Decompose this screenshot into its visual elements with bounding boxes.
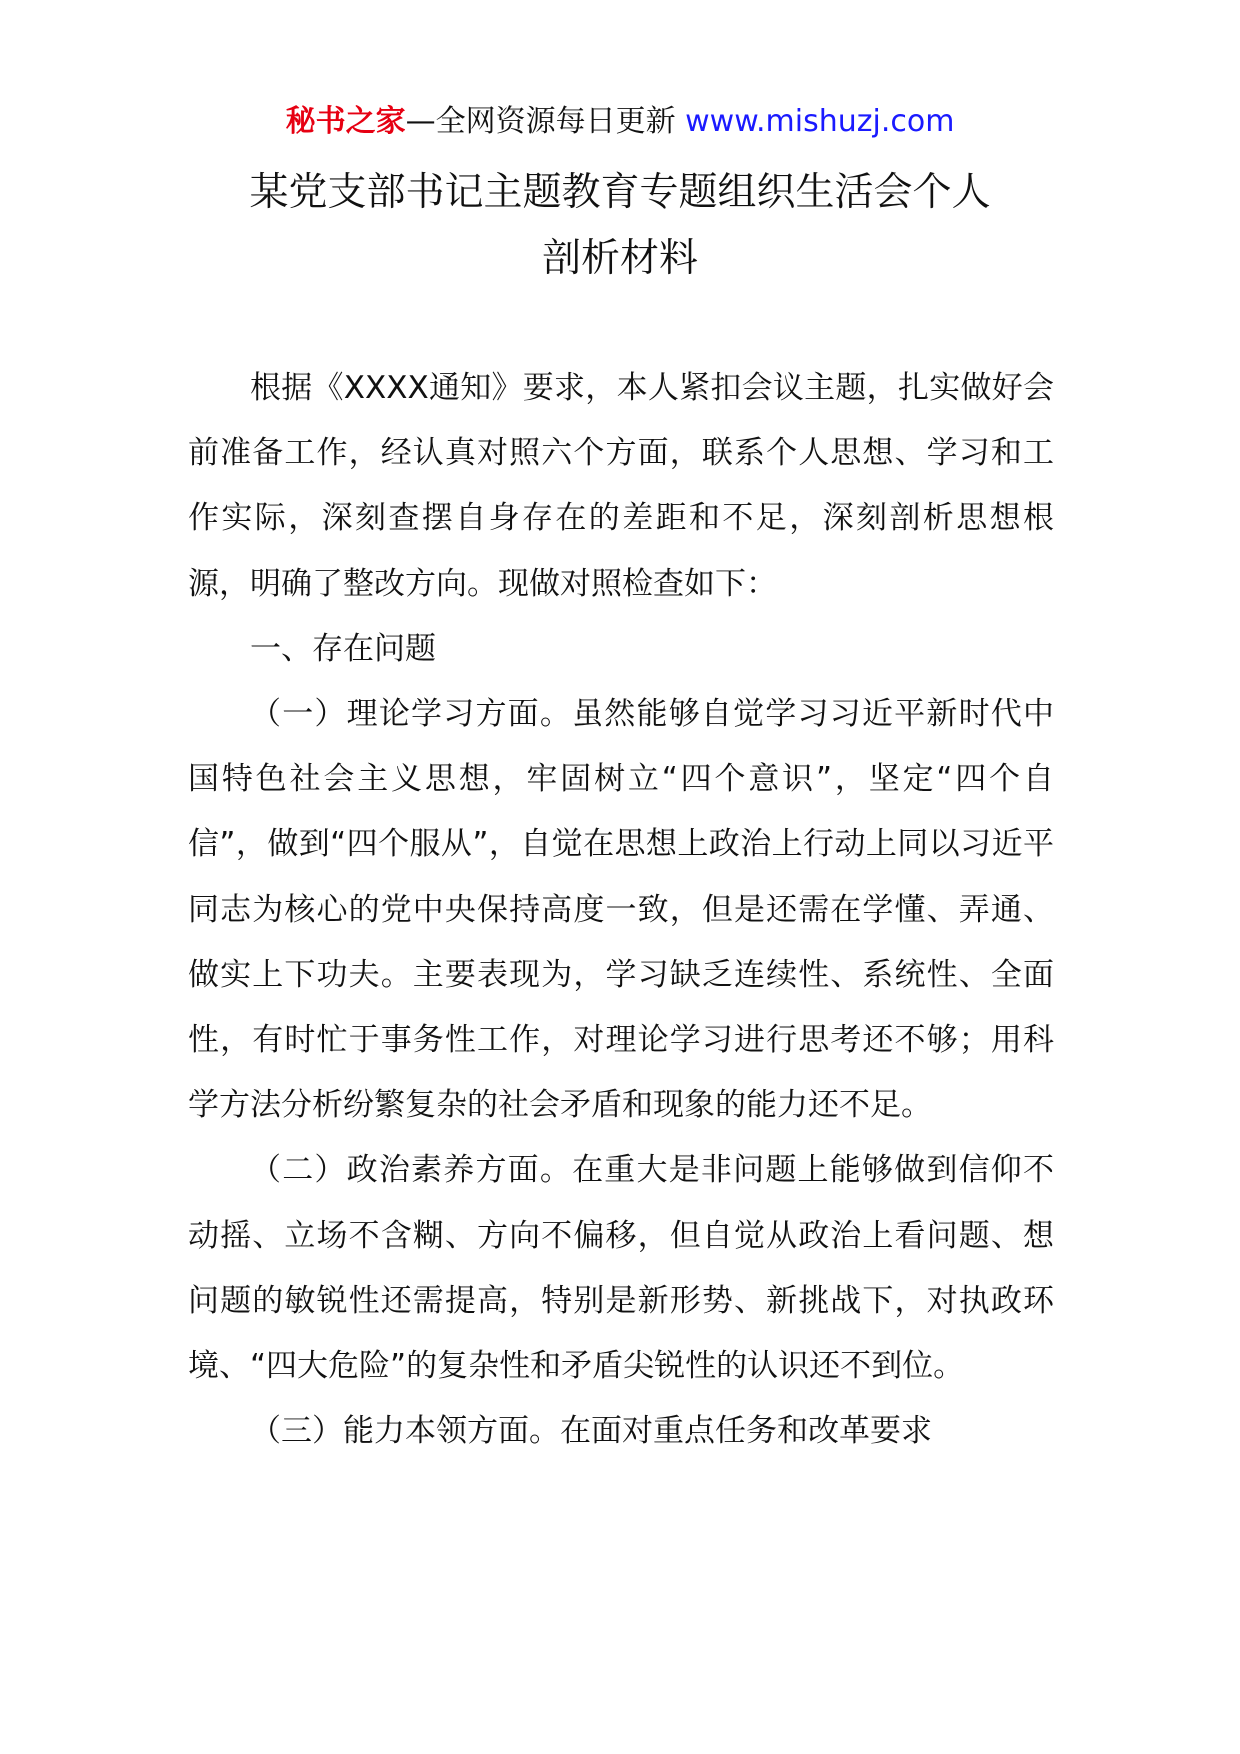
site-header	[0, 100, 1240, 144]
section-heading: 一、存在问题	[250, 630, 436, 667]
paragraph-ability: （三）能力本领方面。在面对重点任务和改革要求	[250, 1413, 932, 1450]
site-name: 秘书之家	[285, 104, 406, 139]
document-title-line-1: 某党支部书记主题教育专题组织生活会个人	[249, 170, 991, 215]
document-body	[188, 356, 1054, 1464]
document-title	[140, 160, 1100, 292]
paragraph-theory-study: （一）理论学习方面。虽然能够自觉学习习近平新时代中国特色社会主义思想，牢固树立“四个意识”，坚定“四个自信”，做到“四个服从”，自觉在思想上政治上行动上同以习近平同志为核心的党中央保持高度一致，但是还需在学懂、弄通、做实上下功夫。主要表现为，学习缺乏连续性、系统性、全面性，有时忙于事务性工作，对理论学习进行思考还不够；用科学方法分析纷繁复杂的社会矛盾和现象的能力还不足。	[188, 696, 1054, 1124]
site-slogan: —全网资源每日更新	[405, 104, 676, 139]
site-url-link[interactable]: www.mishuzj.com	[685, 104, 955, 139]
document-title-line-2: 剖析材料	[541, 236, 698, 281]
intro-paragraph: 根据《XXXX通知》要求，本人紧扣会议主题，扎实做好会前准备工作，经认真对照六个方面，联系个人思想、学习和工作实际，深刻查摆自身存在的差距和不足，深刻剖析思想根源，明确了整改方向。现做对照检查如下：	[188, 370, 1054, 602]
paragraph-political-literacy: （二）政治素养方面。在重大是非问题上能够做到信仰不动摇、立场不含糊、方向不偏移，但自觉从政治上看问题、想问题的敏锐性还需提高，特别是新形势、新挑战下，对执政环境、“四大危险”的复杂性和矛盾尖锐性的认识还不到位。	[188, 1152, 1054, 1385]
